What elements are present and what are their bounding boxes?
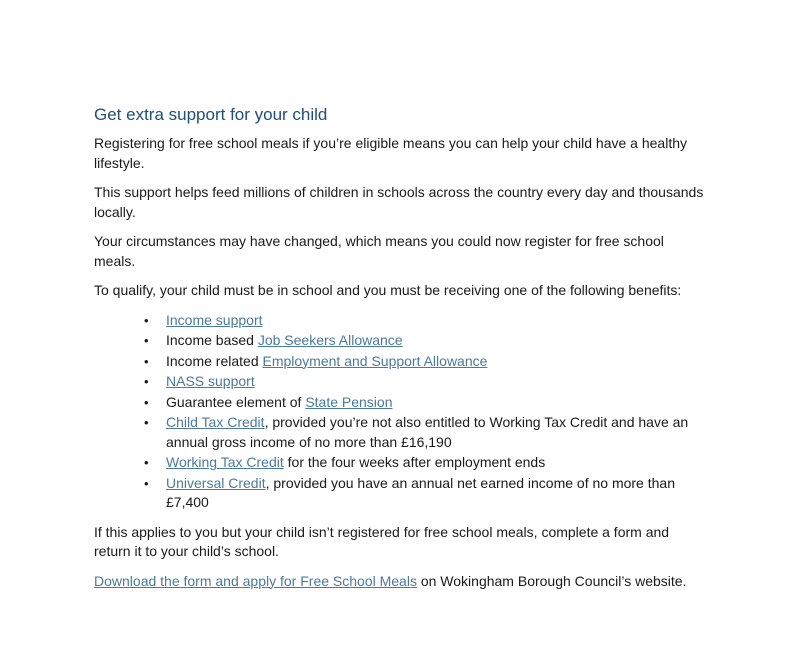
benefit-item-child-tax-credit	[144, 413, 704, 452]
download-paragraph	[94, 572, 704, 592]
benefit-suffix: for the four weeks after employment ends	[283, 454, 546, 470]
download-form-link[interactable]: Download the form and apply for Free School Meals	[94, 572, 417, 589]
benefits-list	[94, 311, 704, 513]
benefit-prefix: Guarantee element of	[166, 393, 306, 410]
bullet-icon: •	[144, 374, 149, 389]
benefit-prefix: Income based	[166, 332, 258, 348]
qualify-paragraph: To qualify, your child must be in school and you must be receiving one of the following benefits:	[94, 282, 682, 298]
job-seekers-allowance-link[interactable]: Job Seekers Allowance	[257, 332, 403, 348]
bullet-icon: •	[144, 312, 149, 328]
main-content	[94, 104, 704, 601]
benefit-suffix: , provided you have an annual net earned income of no more than £7,400	[166, 474, 675, 510]
state-pension-link[interactable]: State Pension	[305, 393, 393, 410]
working-tax-credit-link[interactable]: Working Tax Credit	[166, 454, 284, 470]
nass-support-link[interactable]: NASS support	[166, 373, 255, 389]
universal-credit-link[interactable]: Universal Credit	[166, 474, 266, 491]
support-paragraph: This support helps feed millions of children in schools across the country every day and thousands locally.	[94, 184, 704, 220]
bullet-icon: •	[144, 455, 149, 470]
bullet-icon: •	[144, 353, 149, 369]
benefit-suffix: , provided you’re not also entitled to Working Tax Credit and have an annual gross income of no more than £16,190	[166, 414, 689, 450]
apply-paragraph: If this applies to you but your child isn’t registered for free school meals, complete a form and return it to your child’s school.	[94, 523, 670, 559]
benefit-item-universal-credit	[144, 474, 704, 513]
page-heading: Get extra support for your child	[94, 105, 328, 124]
download-suffix: on Wokingham Borough Council’s website.	[416, 572, 687, 589]
bullet-icon: •	[144, 475, 149, 491]
child-tax-credit-link[interactable]: Child Tax Credit	[166, 414, 265, 430]
bullet-icon: •	[144, 333, 149, 348]
income-support-link[interactable]: Income support	[166, 311, 263, 328]
benefit-item-job-seekers	[144, 331, 704, 351]
benefit-prefix: Income related	[166, 352, 263, 369]
bullet-icon: •	[144, 415, 149, 430]
employment-support-allowance-link[interactable]: Employment and Support Allowance	[262, 352, 488, 369]
benefit-item-income-support	[144, 311, 704, 331]
circumstances-paragraph: Your circumstances may have changed, which means you could now register for free school meals.	[94, 233, 664, 269]
benefit-item-nass	[144, 372, 704, 392]
bullet-icon: •	[144, 394, 149, 410]
intro-paragraph: Registering for free school meals if you’re eligible means you can help your child have a healthy lifestyle.	[94, 135, 687, 171]
benefit-item-working-tax-credit	[144, 453, 704, 473]
benefit-item-state-pension	[144, 393, 704, 413]
benefit-item-esa	[144, 352, 704, 372]
